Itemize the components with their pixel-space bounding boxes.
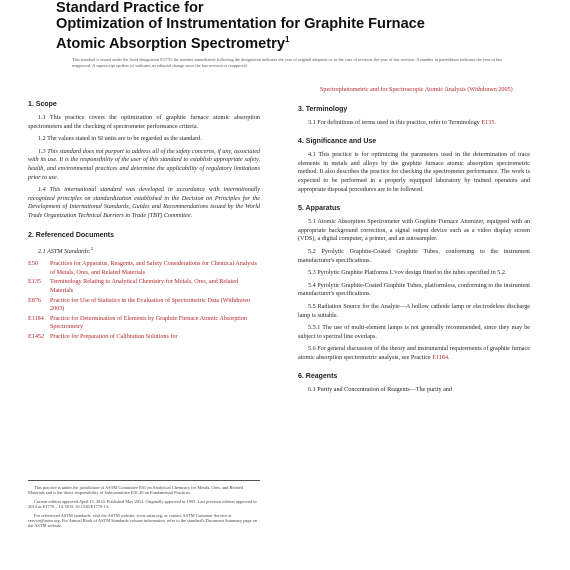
para-5-5-1: 5.5.1 The use of multi-element lamps is not generally recommended, since they may be subject to spectral line overlaps. [298,325,530,340]
para-5-3: 5.3 Pyrolytic Graphite Platforms L'vov design fitted to the tubes specified in 5.2. [308,270,507,277]
reference-code[interactable]: E1452 [28,333,45,340]
footnote-2: Current edition approved April 15, 2014. Published May 2014. Originally approved in 1995. Last previous edition approved in 2014 as E1770 – 14. DOI: 10.1520/E1770-14. [28,498,257,510]
terminology-heading: 3. Terminology [298,105,348,113]
apparatus-heading: 5. Apparatus [298,205,341,213]
designation-note: This standard is issued under the fixed designation E1770; the number immediately following the designation indicates the year of original adoption or, in the case of revision, the year of last revision. A number in parentheses indicates the year of last reapproval. A superscript epsilon (ε) indicates an editorial change since the last revision or reapproval. [72,57,502,68]
para-6-1: 6.1 Purity and Concentration of Reagents—The purity and [308,387,452,394]
footnote-3: For referenced ASTM standards, visit the ASTM website, www.astm.org, or contact ASTM Customer Service at service@astm.org. For Annual Book of ASTM Standards volume information, refer to the standard's Document Summary page on the ASTM website. [28,512,257,529]
para-1-1: 1.1 This practice covers the optimization of graphite furnace atomic absorption spectrometers and the checking of spectrometer performance criteria. [28,115,260,130]
right-column [298,86,530,399]
reference-title[interactable]: Terminology Relating to Analytical Chemistry for Metals, Ores, and Related Materials [50,279,239,294]
scope-heading: 1. Scope [28,101,57,108]
reference-title[interactable]: Practice for Determination of Elements by Graphite Furnace Atomic Absorption Spectrometry [50,315,247,331]
reference-e50[interactable] [28,260,260,277]
reference-e135[interactable] [28,278,260,295]
reference-title[interactable]: Practice for Use of Statistics in the Evaluation of Spectrometric Data (Withdrawn 2003) [50,297,251,313]
reference-e1184[interactable] [28,315,260,332]
para-3-1: 3.1 For definitions of terms used in this practice, refer to Terminology E135. [308,119,496,126]
para-1-4: 1.4 This international standard was developed in accordance with internationally recognized principles on standardization established in the Decision on Principles for the Development of International Standards, Guides and Recommendations issued by the World Trade Organization Technical Barriers to Trade (TBT) Committee. [28,187,260,219]
reference-code[interactable]: E135 [28,279,41,286]
left-column [28,92,260,343]
reference-title[interactable]: Practice for Preparation of Calibration Solutions for [50,333,178,340]
referenced-documents-heading: 2. Referenced Documents [28,231,114,239]
reference-code[interactable]: E876 [28,297,41,304]
para-5-2: 5.2 Pyrolytic Graphite-Coated Graphite Tubes, conforming to the instrument manufacturer's specifications. [298,248,530,264]
title-line-1: Standard Practice for [56,0,204,16]
para-5-5: 5.5 Radiation Source for the Analyte—A hollow cathode lamp or electrodeless discharge lamp is suitable. [298,303,530,319]
link-e1184[interactable]: E1184 [432,354,449,361]
title-footnote-mark: 1 [284,35,290,44]
para-4-1: 4.1 This practice is for optimizing the parameters used in the determination of trace elements in metals and alloys by the graphite furnace atomic absorption spectrometric method. It also describes the practice for checking the spectrometer performance. The work is expected to be performed in a properly equipped laboratory by trained operators and appropriate disposal procedures are to be followed. [298,152,530,193]
reference-e876[interactable] [28,297,260,314]
reference-code[interactable]: E50 [28,261,38,268]
reference-e1452[interactable] [28,333,260,342]
footnote-1: This practice is under the jurisdiction of ASTM Committee E01 on Analytical Chemistry for Metals, Ores, and Related Materials and is the direct responsibility of Subcommittee E01.20 on Fundamental Practices. [28,485,243,496]
para-5-6: 5.6 For general discussion of the theory and instrumental requirements of graphite furnace atomic absorption spectrometric analysis, see Practice E1184. [298,346,530,361]
title-line-3: Atomic Absorption Spectrometry$^1$ [56,35,290,52]
para-5-4: 5.4 Pyrolytic Graphite-Coated Graphite Tubes, platformless, conforming to the instrument manufacturer's specifications. [298,282,530,298]
link-e135[interactable]: E135 [481,119,495,126]
document-title [56,0,526,52]
para-1-2: 1.2 The values stated in SI units are to be regarded as the standard. [38,136,202,143]
reference-code[interactable]: E1184 [28,315,44,322]
para-1-3: 1.3 This standard does not purport to address all of the safety concerns, if any, associated with its use. It is the responsibility of the user of this standard to establish appropriate safety, health, and environmental practices and determine the applicability of regulatory limitations prior to use. [28,148,260,181]
title-line-2: Optimization of Instrumentation for Graphite Furnace [56,16,425,32]
reference-title[interactable]: Practices for Apparatus, Reagents, and Safety Considerations for Chemical Analysis of Metals, Ores, and Related Materials [50,261,257,276]
para-5-1: 5.1 Atomic Absorption Spectrometer with Graphite Furnace Atomizer, equipped with an appropriate background correction, a signal output device such as a video display screen (VDS), a digital computer, a printer, and an autosampler. [298,219,530,243]
significance-heading: 4. Significance and Use [298,138,377,146]
footnotes [28,480,260,532]
astm-standards-label: 2.1 ASTM Standards:$^2$ [38,245,93,255]
reagents-heading: 6. Reagents [298,373,338,381]
reference-e1452-continued[interactable]: Spectrophotometric and for Spectroscopic Atomic Analysis (Withdrawn 2005) [320,87,513,93]
